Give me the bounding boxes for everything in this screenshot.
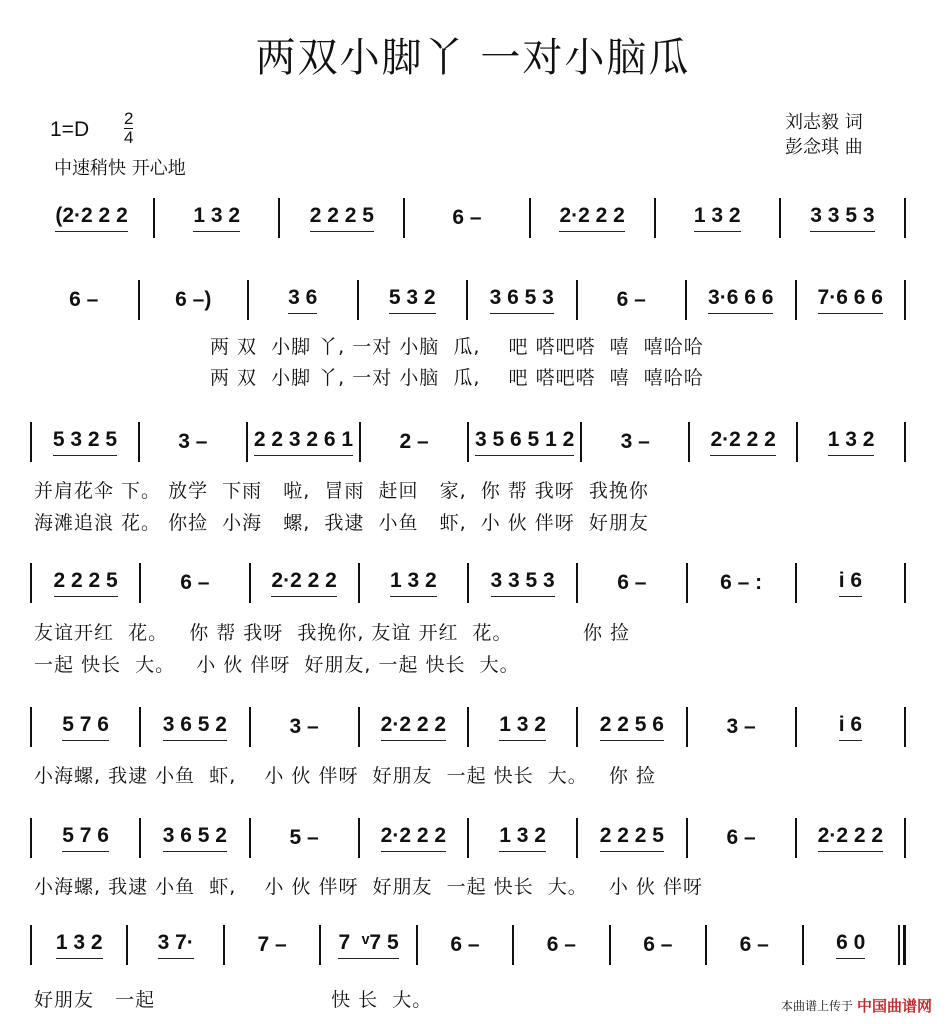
time-signature-bottom: 4	[124, 128, 134, 147]
measure	[797, 280, 905, 320]
lyricist: 刘志毅 词	[785, 112, 863, 133]
measure-notes: 3 6 5 2	[163, 824, 227, 852]
measure	[249, 280, 357, 320]
measure-notes: 2 2 5 6	[600, 713, 664, 741]
measure-notes: 6 0	[836, 931, 865, 959]
lyric-line: 一起 快长 大。 小 伙 伴呀 好朋友, 一起 快长 大。	[34, 654, 520, 676]
measure-notes: 3 3 5 3	[810, 204, 874, 232]
measure	[418, 925, 512, 965]
measure	[688, 707, 795, 747]
measure-notes: 2·2 2 2	[818, 824, 883, 852]
bar-line	[904, 198, 906, 238]
measure-notes: i 6	[839, 713, 862, 741]
measure-notes: 6 –	[616, 288, 646, 311]
bar-line	[904, 280, 906, 320]
measure	[225, 925, 319, 965]
time-signature-top: 2	[124, 109, 134, 128]
measure	[611, 925, 705, 965]
measure-notes: 3 5 6 5 1 2	[475, 428, 574, 456]
measure-notes: 5 7 6	[62, 713, 109, 741]
measure-notes: 6 –	[546, 933, 576, 956]
lyric-line: 并肩花伞 下。 放学 下雨 啦, 冒雨 赶回 家, 你 帮 我呀 我挽你	[34, 480, 649, 502]
notation-row	[30, 280, 906, 320]
measure-notes: 6 –)	[175, 288, 212, 311]
measure-notes: 3 –	[178, 430, 208, 453]
measure	[251, 707, 358, 747]
measure	[155, 198, 278, 238]
measure	[360, 707, 467, 747]
measure	[251, 818, 358, 858]
measure-notes: 6 – :	[720, 571, 763, 594]
notation-row	[30, 707, 906, 747]
measure-notes: 1 3 2	[694, 204, 741, 232]
measure	[361, 422, 467, 462]
measure	[578, 818, 685, 858]
measure-notes: 3 –	[620, 430, 650, 453]
final-bar-line	[898, 925, 906, 965]
measure-notes: 3 3 5 3	[491, 569, 555, 597]
measure-notes: 7·6 6 6	[818, 286, 883, 314]
measure-notes: 6 –	[452, 206, 482, 229]
measure-notes: 5 –	[289, 826, 319, 849]
measure	[578, 563, 685, 603]
measure-notes: 5 3 2	[389, 286, 436, 314]
footer-text: 本曲谱上传于	[780, 999, 853, 1013]
measure-notes: 3 6	[288, 286, 317, 314]
measure-notes: 7 ᵛ7 5	[338, 931, 398, 959]
tempo-marking: 中速稍快 开心地	[54, 158, 186, 179]
measure	[690, 422, 796, 462]
lyric-line: 好朋友 一起 快 长 大。	[34, 989, 433, 1011]
measure	[141, 563, 248, 603]
lyric-line: 海滩追浪 花。 你捡 小海 螺, 我逮 小鱼 虾, 小 伙 伴呀 好朋友	[34, 512, 649, 534]
measure	[30, 198, 153, 238]
measure	[688, 818, 795, 858]
measure	[360, 563, 467, 603]
measure	[469, 422, 580, 462]
measure	[469, 563, 576, 603]
notation-row	[30, 563, 906, 603]
measure-notes: 2·2 2 2	[381, 824, 446, 852]
measure-notes: 2 2 2 5	[600, 824, 664, 852]
measure	[140, 280, 248, 320]
time-signature	[124, 110, 133, 147]
measure	[280, 198, 403, 238]
measure-notes: 2 2 2 5	[310, 204, 374, 232]
measure-notes: 6 –	[450, 933, 480, 956]
measure-notes: 5 3 2 5	[53, 428, 117, 456]
bar-line	[904, 422, 906, 462]
composer: 彭念琪 曲	[785, 137, 863, 158]
measure-notes: 2 2 3 2 6 1	[254, 428, 353, 456]
bar-line	[904, 563, 906, 603]
lyric-line: 小海螺, 我逮 小鱼 虾, 小 伙 伴呀 好朋友 一起 快长 大。 你 捡	[34, 765, 656, 787]
notation-row	[30, 422, 906, 462]
measure	[468, 280, 576, 320]
measure-notes: 2·2 2 2	[271, 569, 336, 597]
site-logo[interactable]: 中国曲谱网	[856, 997, 932, 1015]
measure	[32, 925, 126, 965]
measure	[248, 422, 359, 462]
lyric-line: 友谊开红 花。 你 帮 我呀 我挽你, 友谊 开红 花。 你 捡	[34, 622, 630, 644]
measure	[781, 198, 904, 238]
measure-notes: 1 3 2	[390, 569, 437, 597]
measure-notes: 2·2 2 2	[559, 204, 624, 232]
measure-notes: (2·2 2 2	[55, 204, 127, 232]
measure	[140, 422, 246, 462]
song-title: 两双小脚丫 一对小脑瓜	[255, 35, 691, 81]
measure-notes: 6 –	[643, 933, 673, 956]
notation-row	[30, 925, 906, 965]
measure-notes: 5 7 6	[62, 824, 109, 852]
measure	[531, 198, 654, 238]
measure-notes: 6 –	[739, 933, 769, 956]
measure	[141, 707, 248, 747]
measure-notes: 1 3 2	[499, 713, 546, 741]
measure	[797, 563, 904, 603]
measure	[359, 280, 467, 320]
measure-notes: 7 –	[257, 933, 287, 956]
measure	[251, 563, 358, 603]
measure-notes: 1 3 2	[193, 204, 240, 232]
measure	[514, 925, 608, 965]
measure	[707, 925, 801, 965]
measure	[687, 280, 795, 320]
lyric-line: 小海螺, 我逮 小鱼 虾, 小 伙 伴呀 好朋友 一起 快长 大。 小 伙 伴呀	[34, 876, 703, 898]
measure-notes: 2·2 2 2	[710, 428, 775, 456]
measure	[578, 707, 685, 747]
measure	[405, 198, 528, 238]
measure	[798, 422, 904, 462]
measure	[469, 707, 576, 747]
measure	[32, 563, 139, 603]
measure-notes: 1 3 2	[499, 824, 546, 852]
notation-row	[30, 818, 906, 858]
measure	[797, 707, 904, 747]
measure-notes: 6 –	[617, 571, 647, 594]
measure	[797, 818, 904, 858]
measure	[32, 707, 139, 747]
measure	[582, 422, 688, 462]
measure	[141, 818, 248, 858]
measure-notes: 2·2 2 2	[381, 713, 446, 741]
measure-notes: 2 –	[399, 430, 429, 453]
measure-notes: 2 2 2 5	[54, 569, 118, 597]
measure	[469, 818, 576, 858]
measure-notes: 1 3 2	[828, 428, 875, 456]
measure-notes: 6 –	[180, 571, 210, 594]
measure-notes: 6 –	[726, 826, 756, 849]
lyric-line: 两 双 小脚 丫, 一对 小脑 瓜, 吧 嗒吧嗒 嘻 嘻哈哈	[210, 367, 704, 389]
measure-notes: 3·6 6 6	[708, 286, 773, 314]
measure-notes: i 6	[839, 569, 862, 597]
measure-notes: 3 –	[289, 715, 319, 738]
measure-notes: 3 7·	[158, 931, 194, 959]
bar-line	[904, 818, 906, 858]
measure-notes: 3 –	[726, 715, 756, 738]
measure-notes: 1 3 2	[56, 931, 103, 959]
measure	[688, 563, 795, 603]
measure	[32, 422, 138, 462]
measure-notes: 3 6 5 3	[490, 286, 554, 314]
lyric-line: 两 双 小脚 丫, 一对 小脑 瓜, 吧 嗒吧嗒 嘻 嘻哈哈	[210, 336, 704, 358]
measure	[804, 925, 898, 965]
measure	[578, 280, 686, 320]
notation-row	[30, 198, 906, 238]
measure	[128, 925, 222, 965]
key-signature: 1=D	[50, 118, 90, 141]
measure-notes: 6 –	[69, 288, 99, 311]
upload-credit	[781, 995, 932, 1016]
measure	[321, 925, 415, 965]
measure	[360, 818, 467, 858]
measure	[656, 198, 779, 238]
measure-notes: 3 6 5 2	[163, 713, 227, 741]
bar-line	[904, 707, 906, 747]
measure	[32, 818, 139, 858]
measure	[30, 280, 138, 320]
